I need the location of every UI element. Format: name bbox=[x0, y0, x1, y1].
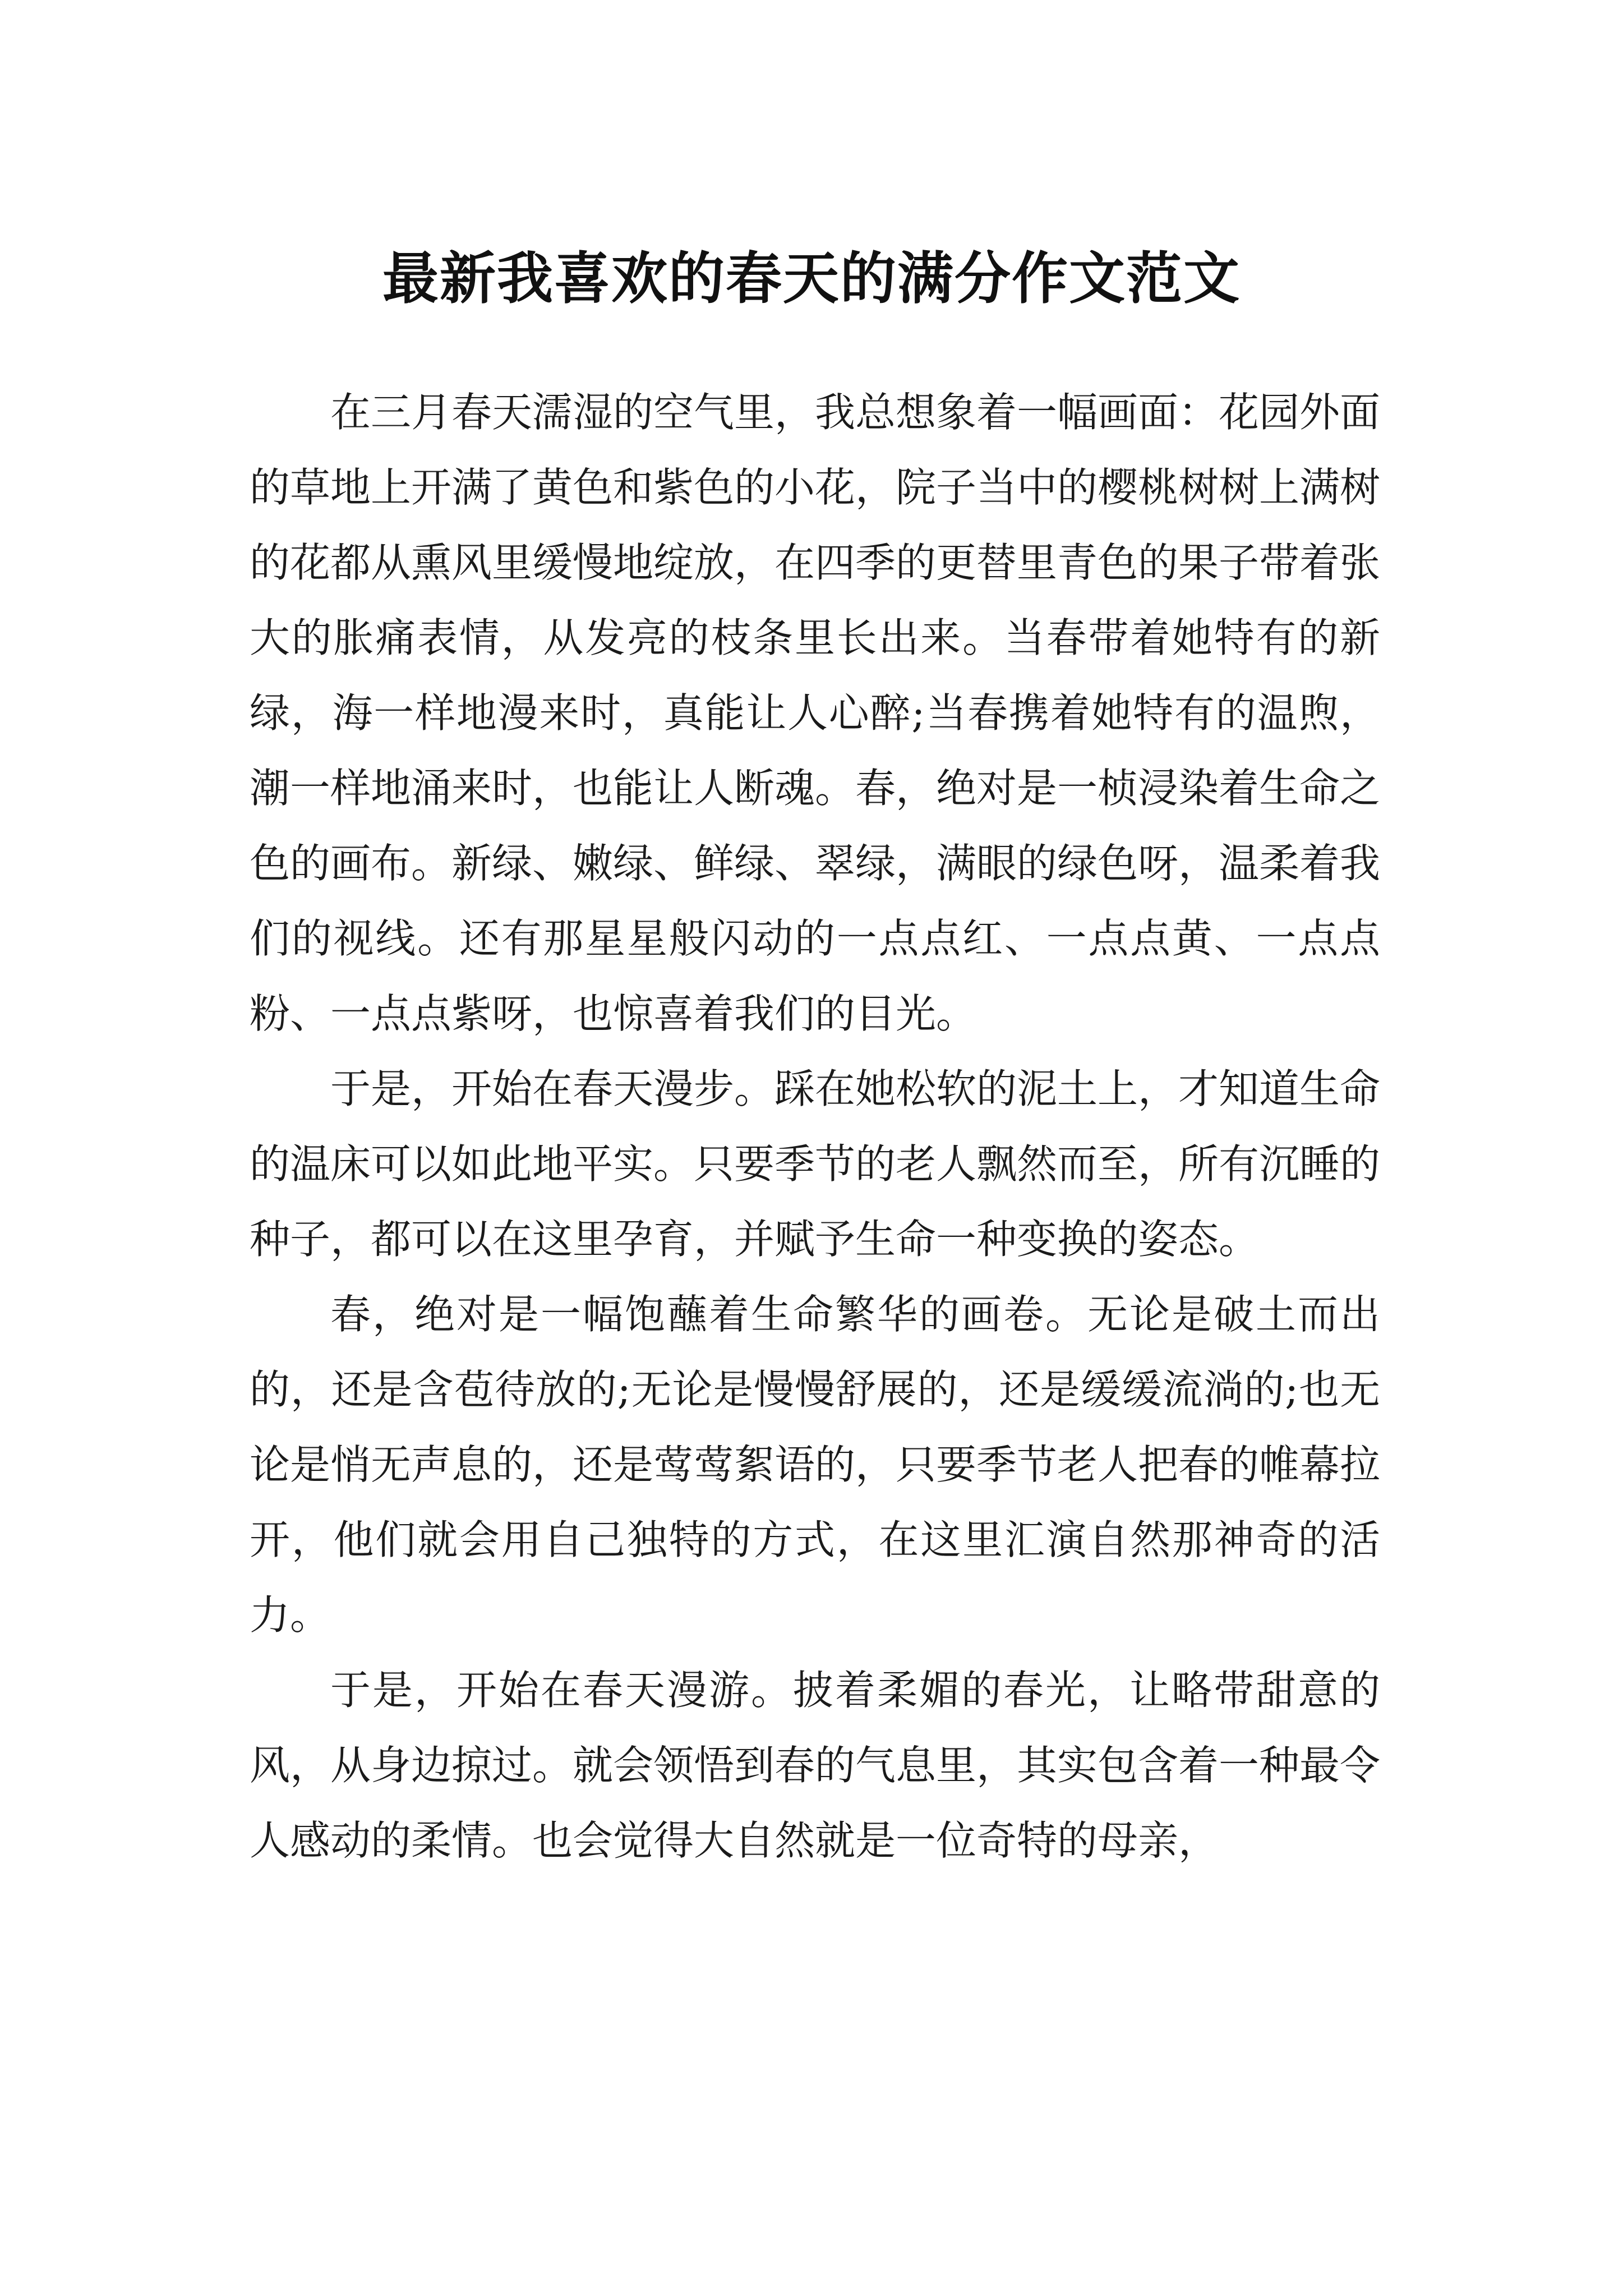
paragraph-4: 于是，开始在春天漫游。披着柔媚的春光，让略带甜意的风，从身边掠过。就会领悟到春的气息里，其实包含着一种最令人感动的柔情。也会觉得大自然就是一位奇特的母亲， bbox=[250, 1667, 1381, 1864]
paragraph-3: 春，绝对是一幅饱蘸着生命繁华的画卷。无论是破土而出的，还是含苞待放的;无论是慢慢舒展的，还是缓缓流淌的;也无论是悄无声息的，还是莺莺絮语的，只要季节老人把春的帷幕拉开，他们就会用自己独特的方式，在这里汇演自然那神奇的活力。 bbox=[250, 1291, 1381, 1639]
paragraph-2: 于是，开始在春天漫步。踩在她松软的泥土上，才知道生命的温床可以如此地平实。只要季节的老人飘然而至，所有沉睡的种子，都可以在这里孕育，并赋予生命一种变换的姿态。 bbox=[250, 1065, 1381, 1263]
document-body bbox=[250, 375, 1380, 1878]
document-title: 最新我喜欢的春天的满分作文范文 bbox=[382, 246, 1241, 311]
paragraph-1: 在三月春天濡湿的空气里，我总想象着一幅画面：花园外面的草地上开满了黄色和紫色的小花，院子当中的樱桃树树上满树的花都从熏风里缓慢地绽放，在四季的更替里青色的果子带着张大的胀痛表情，从发亮的枝条里长出来。当春带着她特有的新绿，海一样地漫来时，真能让人心醉;当春携着她特有的温煦，潮一样地涌来时，也能让人断魂。春，绝对是一桢浸染着生命之色的画布。新绿、嫩绿、鲜绿、翠绿，满眼的绿色呀，温柔着我们的视线。还有那星星般闪动的一点点红、一点点黄、一点点粉、一点点紫呀，也惊喜着我们的目光。 bbox=[250, 389, 1381, 1037]
